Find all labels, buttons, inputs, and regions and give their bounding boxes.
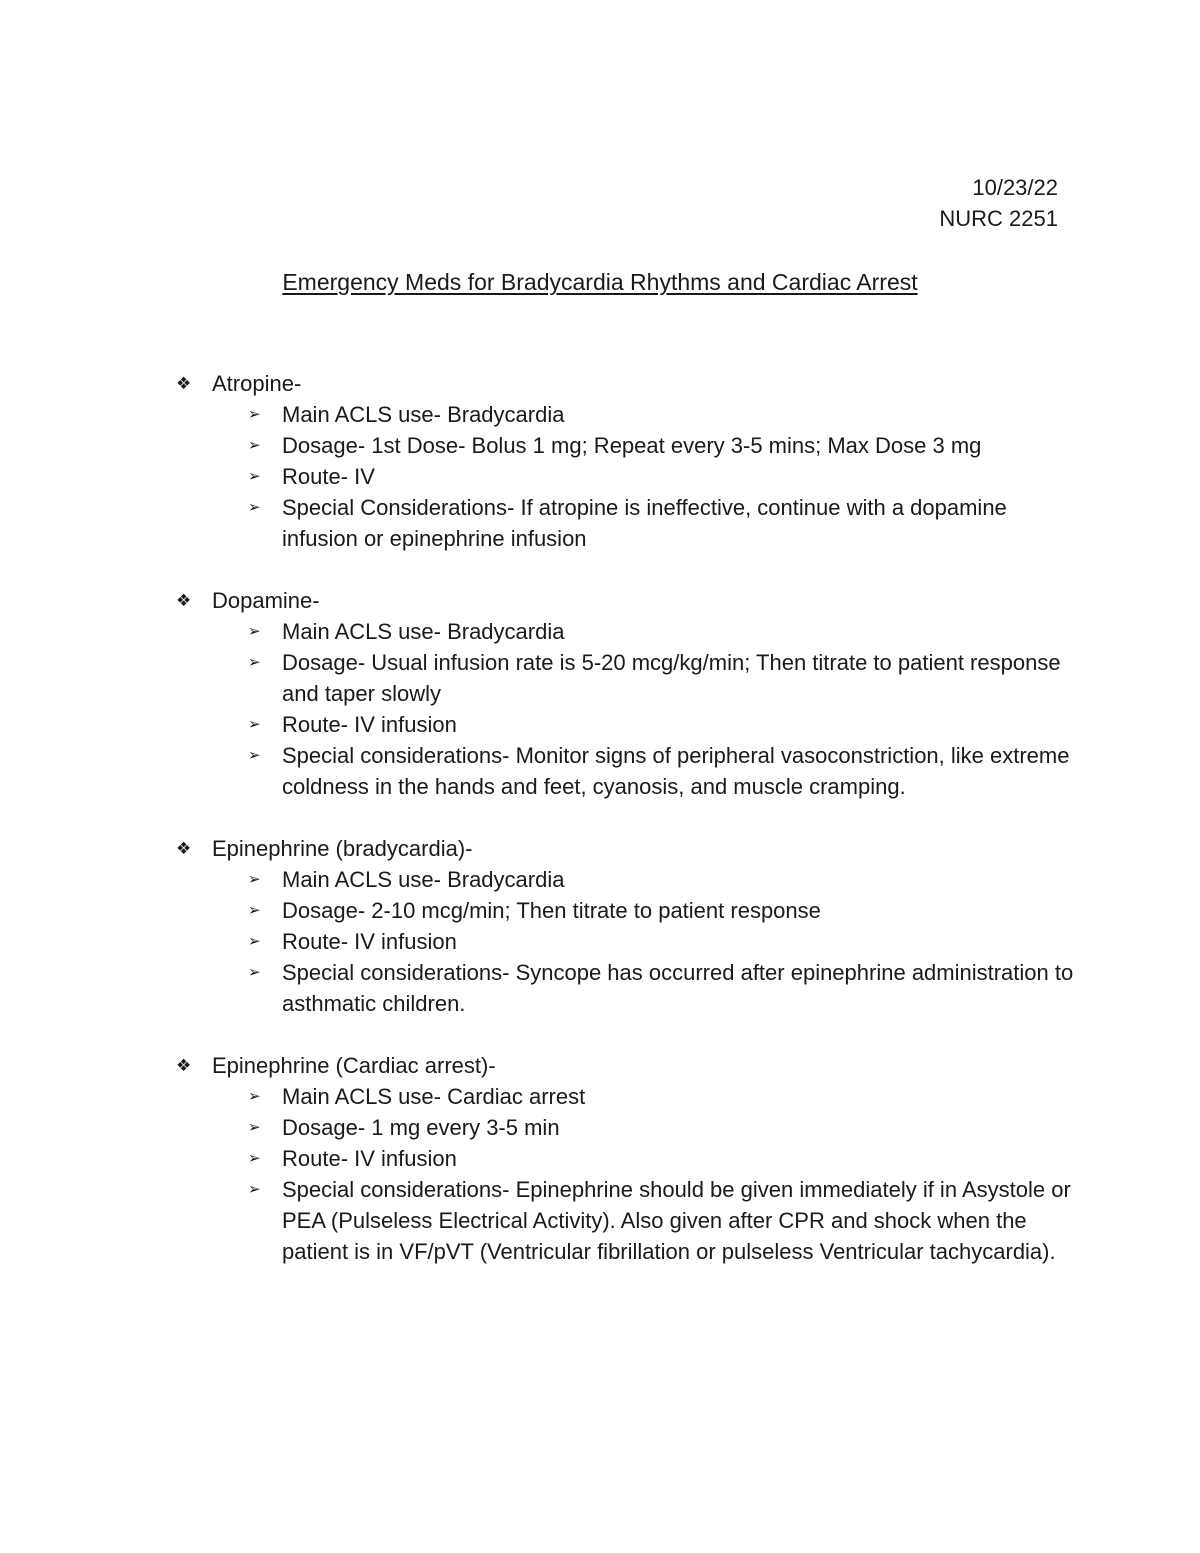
detail-text: Special considerations- Monitor signs of peripheral vasoconstriction, like extreme coldness in the hands and feet, cyanosis, and muscle cramping. [282,743,1070,799]
arrowhead-bullet-icon: ➢ [248,1088,261,1105]
arrowhead-bullet-icon: ➢ [248,499,261,516]
diamond-bullet-icon: ❖ [176,374,192,393]
arrowhead-bullet-icon: ➢ [248,902,261,919]
arrowhead-bullet-icon: ➢ [248,437,261,454]
detail-route [248,709,1076,740]
detail-text: Main ACLS use- Bradycardia [282,402,565,427]
medication-details [176,399,1076,554]
arrowhead-bullet-icon: ➢ [248,623,261,640]
detail-dosage [248,895,1076,926]
medication-heading [176,368,1076,399]
arrowhead-bullet-icon: ➢ [248,716,261,733]
detail-text: Dosage- 1st Dose- Bolus 1 mg; Repeat every 3-5 mins; Max Dose 3 mg [282,433,982,458]
medication-heading [176,1050,1076,1081]
detail-text: Route- IV infusion [282,712,457,737]
detail-considerations [248,492,1076,554]
medication-list [176,368,1076,1298]
arrowhead-bullet-icon: ➢ [248,1181,261,1198]
document-date: 10/23/22 [972,175,1058,200]
medication-heading [176,833,1076,864]
medication-details [176,616,1076,802]
medication-name: Epinephrine (bradycardia)- [212,836,473,861]
detail-text: Dosage- 1 mg every 3-5 min [282,1115,560,1140]
detail-text: Special considerations- Syncope has occurred after epinephrine administration to asthmatic children. [282,960,1074,1016]
header-meta [939,172,1058,234]
arrowhead-bullet-icon: ➢ [248,406,261,423]
detail-dosage [248,430,1076,461]
detail-dosage [248,1112,1076,1143]
detail-text: Route- IV infusion [282,929,457,954]
detail-text: Main ACLS use- Bradycardia [282,619,565,644]
arrowhead-bullet-icon: ➢ [248,654,261,671]
detail-text: Route- IV [282,464,375,489]
course-code: NURC 2251 [939,206,1058,231]
diamond-bullet-icon: ❖ [176,1056,192,1075]
medication-heading [176,585,1076,616]
detail-text: Special Considerations- If atropine is ineffective, continue with a dopamine infusion or epinephrine infusion [282,495,1007,551]
arrowhead-bullet-icon: ➢ [248,964,261,981]
arrowhead-bullet-icon: ➢ [248,871,261,888]
medication-details [176,864,1076,1019]
detail-main-use [248,616,1076,647]
arrowhead-bullet-icon: ➢ [248,1150,261,1167]
detail-considerations [248,1174,1076,1267]
document-title: Emergency Meds for Bradycardia Rhythms and Cardiac Arrest [282,269,918,295]
detail-text: Special considerations- Epinephrine should be given immediately if in Asystole or PEA (Pulseless Electrical Activity). Also given after CPR and shock when the patient is in VF/pVT (Ventricular fibrillation or pulseless Ventricular tachycardia). [282,1177,1071,1264]
detail-considerations [248,957,1076,1019]
detail-route [248,1143,1076,1174]
medication-name: Atropine- [212,371,302,396]
arrowhead-bullet-icon: ➢ [248,1119,261,1136]
detail-dosage [248,647,1076,709]
medication-details [176,1081,1076,1267]
detail-main-use [248,399,1076,430]
detail-text: Main ACLS use- Bradycardia [282,867,565,892]
medication-name: Dopamine- [212,588,320,613]
detail-considerations [248,740,1076,802]
detail-route [248,461,1076,492]
medication-dopamine [176,585,1076,802]
detail-text: Dosage- Usual infusion rate is 5-20 mcg/kg/min; Then titrate to patient response and taper slowly [282,650,1061,706]
medication-epinephrine-bradycardia [176,833,1076,1019]
diamond-bullet-icon: ❖ [176,591,192,610]
detail-main-use [248,864,1076,895]
detail-text: Route- IV infusion [282,1146,457,1171]
diamond-bullet-icon: ❖ [176,839,192,858]
detail-text: Main ACLS use- Cardiac arrest [282,1084,586,1109]
arrowhead-bullet-icon: ➢ [248,468,261,485]
arrowhead-bullet-icon: ➢ [248,747,261,764]
detail-main-use [248,1081,1076,1112]
medication-atropine [176,368,1076,554]
detail-text: Dosage- 2-10 mcg/min; Then titrate to patient response [282,898,821,923]
medication-name: Epinephrine (Cardiac arrest)- [212,1053,496,1078]
arrowhead-bullet-icon: ➢ [248,933,261,950]
medication-epinephrine-cardiac-arrest [176,1050,1076,1267]
detail-route [248,926,1076,957]
